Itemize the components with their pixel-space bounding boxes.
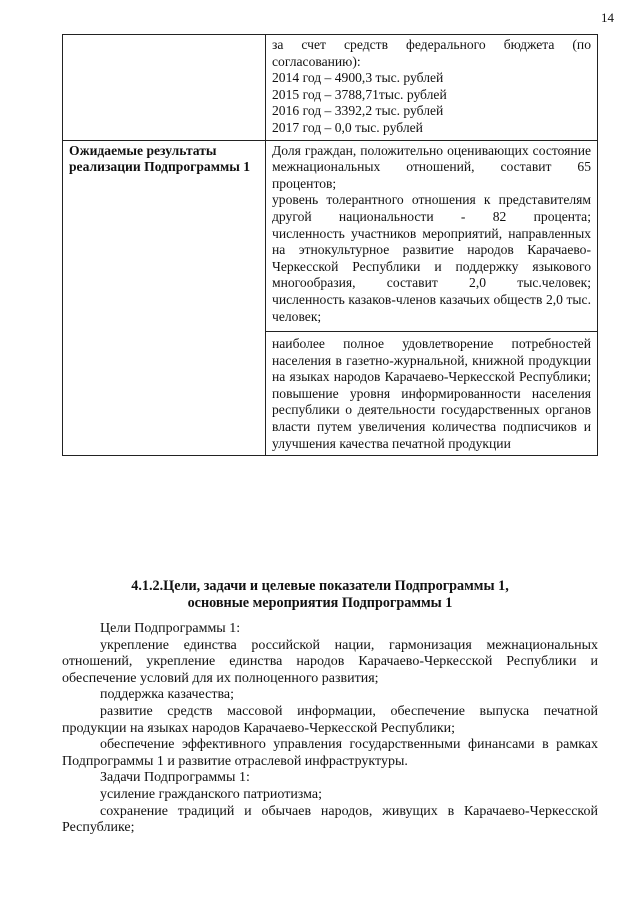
goal-item: развитие средств массовой информации, обеспечение выпуска печатной продукции на языках народов Карачаево-Черкесской Республики; xyxy=(62,703,598,736)
funding-line: за счет средств федерального бюджета (по согласованию): xyxy=(272,37,591,69)
goal-item: обеспечение эффективного управления государственными финансами в рамках Подпрограммы 1 и развитие отраслевой инфраструктуры. xyxy=(62,737,598,769)
task-item: усиление гражданского патриотизма; xyxy=(100,786,323,802)
expected-results-label: Ожидаемые результаты реализации Подпрограммы 1 xyxy=(63,140,266,456)
table-row-funding xyxy=(63,35,598,141)
goal-item: поддержка казачества; xyxy=(100,687,234,703)
page-number: 14 xyxy=(601,10,614,25)
section-heading-line: 4.1.2.Цели, задачи и целевые показатели Подпрограммы 1, xyxy=(131,578,509,594)
goal-item: укрепление единства российской нации, гармонизация межнациональных отношений, укрепление единства народов Карачаево-Черкесской Республики и обеспечение условий для их полноценного развития; xyxy=(62,637,598,686)
funding-line: 2017 год – 0,0 тыс. рублей xyxy=(272,119,423,135)
result-item: уровень толерантного отношения к представителям другой национальности - 82 процента; xyxy=(272,192,591,224)
result-item: численность участников мероприятий, направленных на этнокультурное развитие народов Карачаево-Черкесской Республики и поддержку языкового многообразия, составит 2,0 тыс.человек; xyxy=(272,225,591,291)
result-item: повышение уровня информированности населения республики о деятельности государственных органов власти путем увеличения количества подписчиков и улучшения качества печатной продукции xyxy=(272,385,591,451)
passport-table xyxy=(62,34,598,456)
expected-results-cell xyxy=(266,140,598,456)
funding-line: 2016 год – 3392,2 тыс. рублей xyxy=(272,103,444,119)
goals-title: Цели Подпрограммы 1: xyxy=(100,621,241,636)
body-text xyxy=(62,621,598,837)
result-item: наиболее полное удовлетворение потребностей населения в газетно-журнальной, книжной продукции на языках народов Карачаево-Черкесской Республики; xyxy=(272,336,591,385)
task-item: сохранение традиций и обычаев народов, живущих в Карачаево-Черкесской Республике; xyxy=(62,803,598,836)
result-item: численность казаков-членов казачьих обществ 2,0 тыс. человек; xyxy=(272,291,591,324)
tasks-title: Задачи Подпрограммы 1: xyxy=(100,770,250,786)
section-heading-line: основные мероприятия Подпрограммы 1 xyxy=(187,595,453,611)
cell-divider xyxy=(266,331,597,332)
result-item: Доля граждан, положительно оценивающих состояние межнациональных отношений, составит 65 процентов; xyxy=(272,142,591,191)
funding-cell xyxy=(266,35,598,141)
table-cell-empty xyxy=(63,35,266,141)
table-row-expected-results xyxy=(63,140,598,456)
funding-line: 2014 год – 4900,3 тыс. рублей xyxy=(272,70,444,86)
funding-line: 2015 год – 3788,71тыс. рублей xyxy=(272,86,447,102)
section-heading xyxy=(80,578,560,612)
